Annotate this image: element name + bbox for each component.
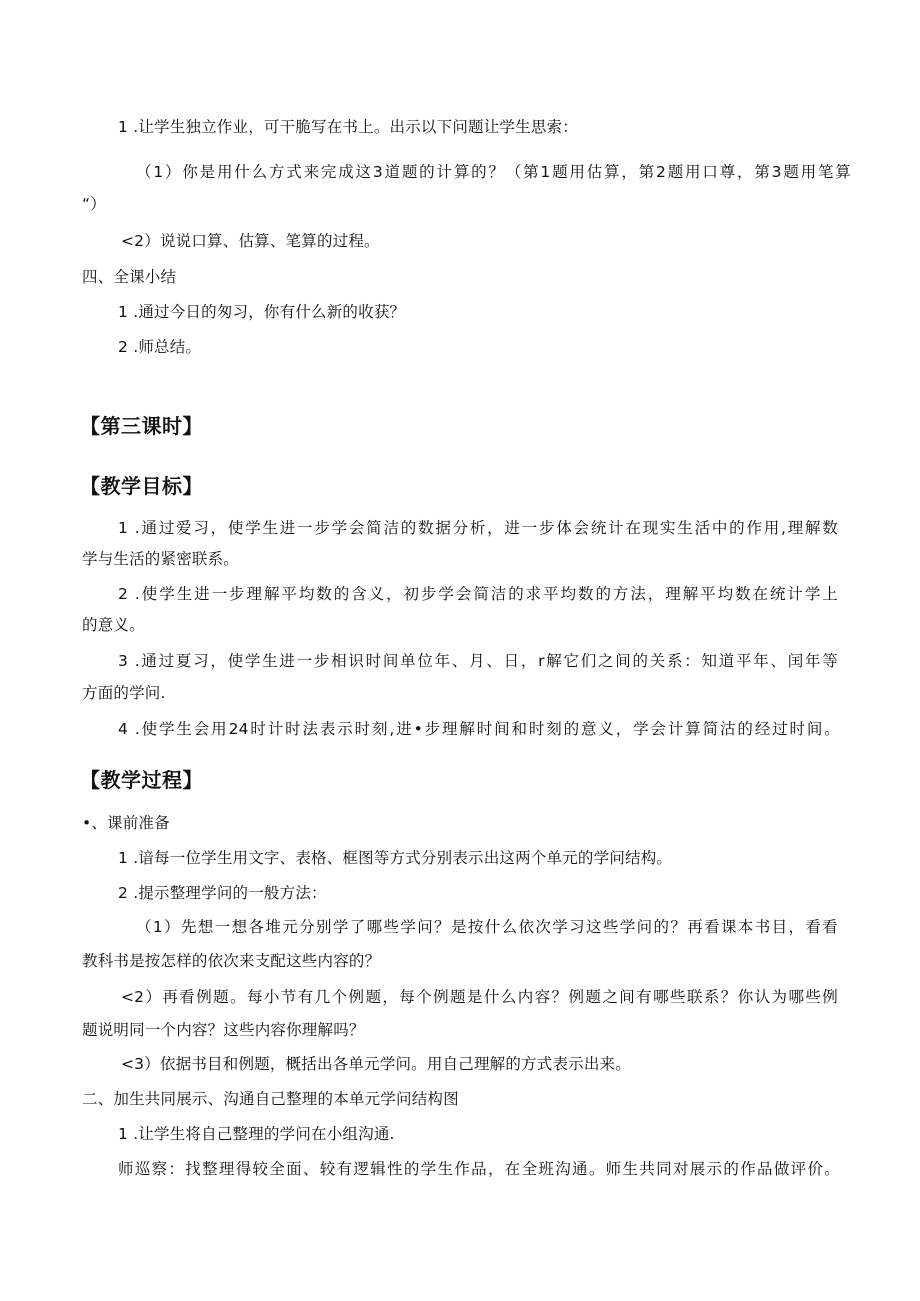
paragraph-line: “） (82, 195, 106, 213)
paragraph-line: <2）再看例题。每小节有几个例题，每个例题是什么内容？例题之间有哪些联系？你认为哪些例 (121, 988, 838, 1006)
paragraph-line: 方面的学问. (82, 684, 166, 702)
paragraph-line: 题说明同一个内容？这些内容你理解吗？ (82, 1021, 365, 1039)
paragraph-line: 师巡察：找整理得较全面、较有逻辑性的学生作品，在全班沟通。师生共同对展示的作品做评价。 (118, 1160, 840, 1178)
section-heading: •、课前准备 (82, 814, 170, 832)
section-heading: 四、全课小结 (82, 268, 177, 286)
paragraph-line: 1 .通过今日的匆习，你有什么新的收获？ (118, 303, 406, 321)
process-heading: 【教学过程】 (80, 768, 203, 792)
paragraph-line: （1）先想一想各堆元分别学了哪些学问？是按什么依次学习这些学问的？再看课本书目，看看 (136, 918, 838, 936)
paragraph-line: 教科书是按怎样的依次来支配这些内容的？ (82, 952, 381, 970)
section-heading: 二、加生共同展示、沟通自己整理的本单元学问结构图 (82, 1090, 459, 1108)
paragraph-line: <2）说说口算、估算、笔算的过程。 (121, 232, 380, 250)
paragraph-line: 3 .通过夏习，使学生进一步相识时间单位年、月、日，r解它们之间的关系：知道平年、闰年等 (118, 652, 838, 670)
paragraph-line: 2 .师总结。 (118, 338, 202, 356)
paragraph-line: 的意义。 (82, 616, 145, 634)
lesson-heading: 【第三课时】 (80, 414, 203, 438)
paragraph-line: 2 .提示整理学问的一般方法： (118, 884, 327, 902)
paragraph-line: <3）依据书目和例题，概括出各单元学问。用自己理解的方式表示出来。 (121, 1055, 631, 1073)
paragraph-line: 2 .使学生进一步理解平均数的含义，初步学会简洁的求平均数的方法，理解平均数在统计学上 (118, 585, 838, 603)
objectives-heading: 【教学目标】 (80, 474, 203, 498)
paragraph-line: 1 .让学生将自己整理的学问在小组沟通. (118, 1125, 395, 1143)
paragraph-line: 1 .让学生独立作业，可干脆写在书上。出示以下问题让学生思索： (118, 118, 578, 136)
paragraph-line: 1 .通过爱习，使学生进一步学会简洁的数据分析，进一步体会统计在现实生活中的作用,理解数 (118, 519, 838, 537)
paragraph-line: （1）你是用什么方式来完成这3道题的计算的？（第1题用估算，第2题用口尊，第3题用笔算 (136, 163, 851, 181)
paragraph-line: 1 .谙每一位学生用文字、表格、框图等方式分别表示出这两个单元的学问结构。 (118, 849, 673, 867)
paragraph-line: 4 .使学生会用24时计时法表示时刻,进•步理解时间和时刻的意义，学会计算简沽的经过时间。 (118, 720, 840, 738)
paragraph-line: 学与生活的紧密联系。 (82, 550, 240, 568)
